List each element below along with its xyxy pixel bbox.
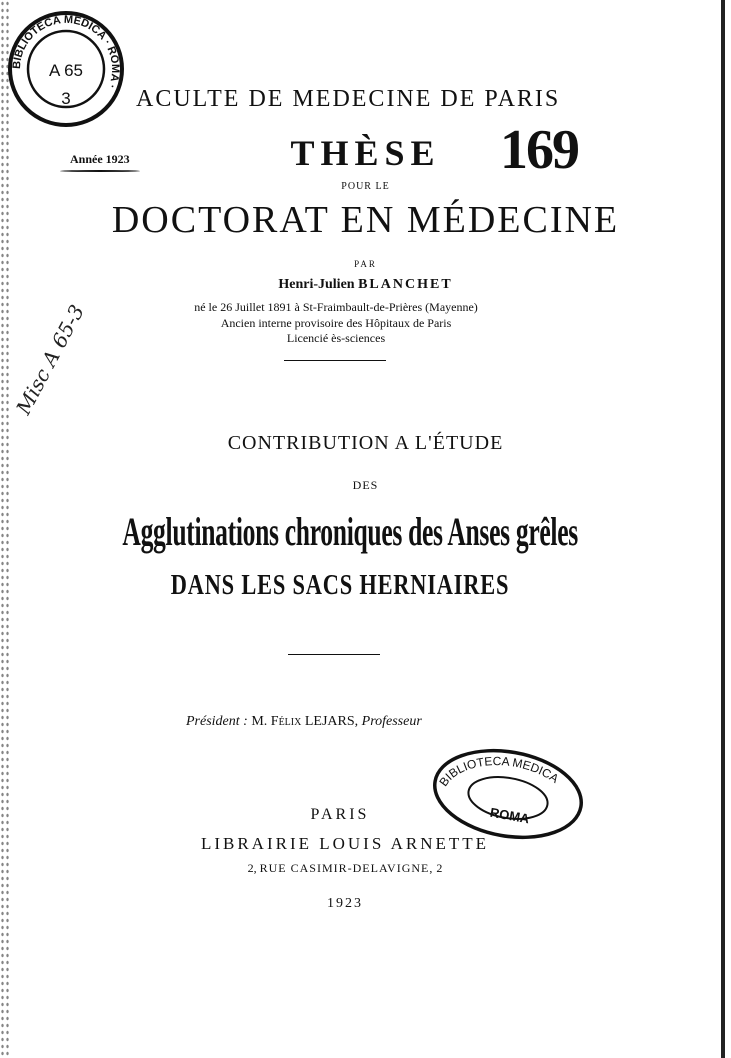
president-prefix: M. (251, 714, 268, 729)
library-stamp-oval (426, 744, 586, 840)
author-bio-line-3: Licencié ès-sciences (286, 331, 386, 345)
author-firstname: Henri-Julien (278, 277, 355, 292)
library-stamp-top-left (5, 8, 127, 130)
thesis-number: 169 (500, 119, 578, 181)
address-number-2: 2 (436, 861, 443, 875)
publisher-city: PARIS (310, 806, 370, 823)
stamp-shelfmark: A 65 (48, 61, 84, 80)
president-line (186, 714, 422, 730)
thesis-subtitle: DANS LES SACS HERNIAIRES (170, 570, 510, 601)
oval-stamp-ring-text: BIBLIOTECA MEDICA (436, 754, 562, 789)
stamp-ring-text: BIBLIOTECA MEDICA · ROMA · (10, 13, 122, 91)
divider-rule (284, 360, 386, 361)
author-bio-line-1: né le 26 Juillet 1891 à St-Fraimbault-de-Prières (Mayenne) (194, 300, 478, 314)
author-surname: BLANCHET (358, 277, 453, 292)
par-label: PAR (354, 259, 377, 269)
author-bio-line-2: Ancien interne provisoire des Hôpitaux de Paris (220, 316, 452, 330)
president-lastname: LEJARS, (304, 714, 359, 729)
address-number-1: 2, (247, 861, 257, 875)
these-heading: THÈSE (290, 133, 441, 173)
year-label: Année 1923 (70, 152, 130, 166)
pour-le-label: POUR LE (341, 181, 390, 192)
author-name (0, 277, 731, 293)
stamp-number: 3 (61, 89, 71, 108)
oval-stamp-center: ROMA (488, 804, 531, 827)
president-role: Professeur (361, 714, 422, 729)
publisher-name: LIBRAIRIE LOUIS ARNETTE (200, 834, 490, 853)
divider-rule-2 (288, 654, 380, 655)
degree-heading: DOCTORAT EN MÉDECINE (111, 199, 620, 241)
title-des: DES (352, 478, 379, 492)
thesis-main-title: Agglutinations chroniques des Anses grêles (122, 509, 578, 554)
svg-text:BIBLIOTECA MEDICA (435, 744, 563, 808)
handwritten-note-text: Misc A 65-3 (11, 300, 89, 419)
faculty-heading: ACULTE DE MEDECINE DE PARIS (136, 86, 561, 112)
publication-year: 1923 (327, 896, 363, 911)
handwritten-margin-note (10, 296, 130, 426)
publisher-address (0, 861, 690, 876)
president-label: Président : (186, 714, 248, 729)
address-street: RUE CASIMIR-DELAVIGNE, (259, 861, 434, 875)
title-intro: CONTRIBUTION A L'ÉTUDE (227, 432, 504, 454)
president-firstname: Félix (270, 714, 302, 729)
